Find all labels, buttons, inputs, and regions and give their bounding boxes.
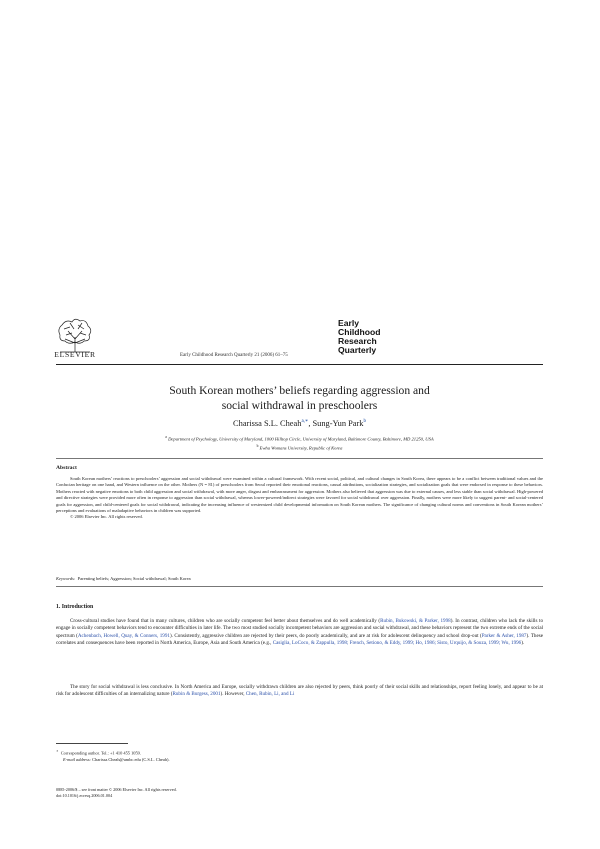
abstract-copyright: © 2006 Elsevier Inc. All rights reserved.: [70, 514, 143, 520]
section-heading: 1. Introduction: [56, 604, 94, 610]
title-line: South Korean mothers’ beliefs regarding aggression and: [169, 384, 430, 397]
journal-logo-line: Quarterly: [338, 345, 377, 355]
elsevier-tree-logo-icon: [56, 317, 94, 353]
keywords-label: Keywords:: [56, 576, 76, 581]
affiliation-mark: a: [165, 435, 167, 439]
footnote-divider: [56, 743, 128, 744]
publisher-name: ELSEVIER: [54, 350, 96, 359]
text-run: ). However,: [220, 691, 246, 698]
abstract-text: South Korean mothers’ reactions to preschoolers’ aggression and social withdrawal were examined within a cultural framework. With recent social, political, and cultural changes in South Korea, there appears to be a conflict between traditional values and the Confucian heritage on one hand, and Western influence on the other. Mothers (N = 81) of preschoolers from Seoul reported their emotional reactions, causal attributions, socialization strategies, and socialization goals that were endorsed in response to these behaviors. Mothers reacted with negative emotions to both child aggression and social withdrawal, with more anger, disgust and embarrassment for aggression. Mothers also believed that aggression was due to external causes, and less stable than social withdrawal. High-powered and directive strategies were provided more often in response to aggression than social withdrawal, whereas lower-powered/indirect strategies were favored for social withdrawal over aggression. Finally, mothers were more likely to suggest parent- and social-centered goals for aggression, and child-centered goals for social withdrawal, indicating the increasing influence of westernized child developmental information on South Korean mothers. The significance of changing cultural norms and conventions in South Korean mothers’ perceptions and evaluations of maladaptive behaviors in children was supported.: [56, 476, 543, 514]
affiliation: [56, 434, 543, 443]
journal-citation: Early Childhood Research Quarterly 21 (2006) 61–75: [180, 353, 288, 358]
keywords: [56, 576, 191, 581]
abstract-divider: [56, 458, 543, 459]
author-name: Sung-Yun Park: [312, 418, 364, 428]
journal-logo: [338, 319, 418, 355]
footnote-corresponding: [56, 748, 543, 757]
email-address[interactable]: Charissa.Cheah@umbc.edu (C.S.L. Cheah).: [92, 757, 170, 763]
text-run: ). Consistently, aggressive children are rejected by their peers, do poorly academically, and are at risk for adolescent delinquency and school drop-out (: [169, 632, 482, 639]
text-run: The story for social withdrawal is less conclusive. In North America and Europe, socially withdrawn children are also rejected by peers, think poorly of their social skills and relationships, report feeling lonely, and appear to be at risk for adolescent difficulties of an internalizing nature (: [56, 684, 543, 698]
keywords-list: Parenting beliefs; Aggression; Social withdrawal; South Korea: [77, 576, 191, 581]
text-run: ).: [521, 640, 525, 647]
affiliation-text: Department of Psychology, University of Maryland, 1000 Hilltop Circle, University of Maryland, Baltimore County, Baltimore, MD 21250, USA: [168, 436, 434, 442]
author-separator: ,: [308, 418, 313, 428]
footnote-text: Corresponding author. Tel.: +1 410 455 1059.: [60, 750, 141, 756]
citation-link[interactable]: Chen, Rubin, Li, and Li: [245, 691, 295, 698]
journal-logo-line: Research: [338, 336, 377, 346]
author-affiliation-mark[interactable]: a,∗: [301, 419, 309, 424]
affiliation-mark: b: [256, 444, 259, 449]
email-label: E-mail address:: [63, 757, 92, 763]
citation-link[interactable]: Rubin & Burgess, 2001: [172, 691, 221, 698]
doi-line: doi:10.1016/j.ecresq.2006.01.004: [56, 793, 113, 798]
title-line: social withdrawal in preschoolers: [221, 399, 378, 412]
keywords-divider: [56, 586, 543, 587]
article-title: [56, 383, 543, 413]
affiliations: [56, 434, 543, 452]
author-affiliation-mark[interactable]: b: [363, 419, 366, 424]
text-run: ). In contrast, children who lack the skills to engage in socially competent behaviors tend to encounter difficulties in later life. The two most studied socially incompetent behaviors are aggression and social withdrawal, and these behaviors represent the two extreme ends of the social spectrum (: [56, 618, 543, 639]
citation-link[interactable]: Casiglia, LoCoco, & Zappulla, 1998; French, Setiono, & Eddy, 1999; Ho, 1986; Sisto, Urquijo, & Souza, 1999; Wu, 1996: [272, 640, 522, 647]
citation-link[interactable]: Rubin, Bukowski, & Parker, 1998: [380, 618, 451, 624]
footnote-email: [56, 757, 543, 764]
citation-link[interactable]: Parker & Asher, 1987: [481, 632, 527, 639]
footnote-mark: ∗: [56, 749, 59, 753]
front-matter-info: [56, 787, 177, 799]
author-name: Charissa S.L. Cheah: [233, 418, 302, 428]
abstract-body: [56, 476, 543, 521]
footnotes: [56, 748, 543, 764]
author-list: [56, 418, 543, 428]
issn-line: 0885-2006/$ – see front matter © 2006 Elsevier Inc. All rights reserved.: [56, 787, 177, 792]
text-run: ). These correlates and consequences have been reported in North America, Europe, Asia and South America (e.g.,: [56, 632, 543, 647]
affiliation: [56, 443, 543, 452]
citation-link[interactable]: Achenbach, Howell, Quay, & Conners, 1991: [77, 632, 170, 639]
abstract-heading: Abstract: [56, 465, 77, 471]
text-run: Cross-cultural studies have found that in many cultures, children who are socially competent feel better about themselves and do well academically (: [70, 618, 381, 624]
body-paragraph: [56, 618, 543, 648]
journal-logo-line: Childhood: [338, 327, 381, 337]
affiliation-text: Ewha Womans University, Republic of Korea: [259, 445, 343, 451]
header-divider: [56, 364, 543, 365]
journal-logo-line: Early: [338, 318, 360, 328]
body-paragraph: [56, 684, 543, 699]
